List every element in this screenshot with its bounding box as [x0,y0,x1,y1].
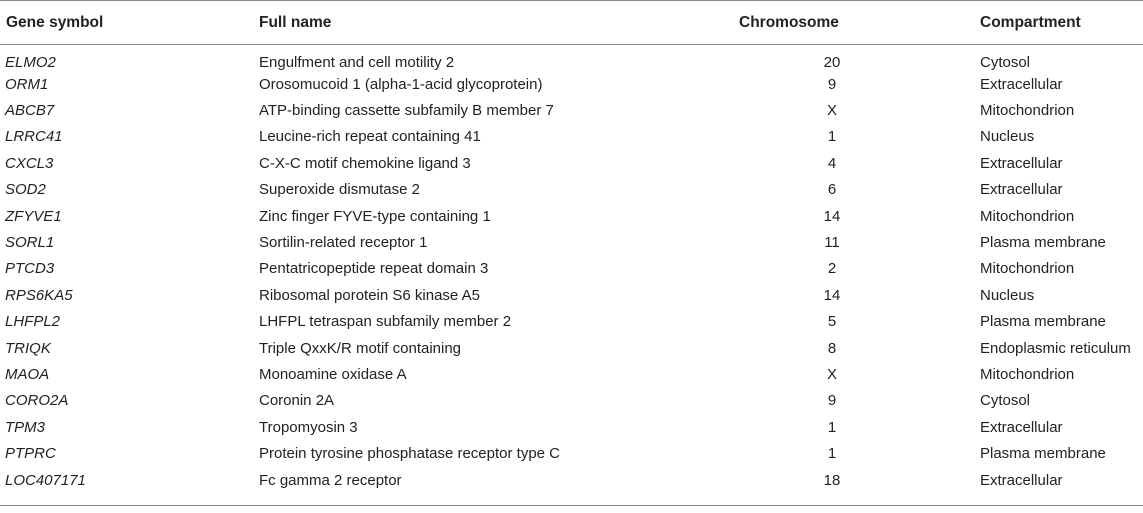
cell-gene-symbol: ELMO2 [5,54,56,71]
header-gene-symbol: Gene symbol [0,1,255,45]
header-compartment: Compartment [980,1,1143,45]
cell-chromosome: 18 [823,471,841,489]
table-header [0,1,1143,45]
cell-chromosome: 9 [827,392,837,410]
cell-gene-symbol: TPM3 [5,418,46,436]
table-body [0,45,1143,494]
table-row [0,256,1143,282]
cell-chromosome: 2 [827,260,837,278]
table-row [0,309,1143,335]
cell-compartment: Cytosol [980,392,1031,410]
cell-chromosome: 9 [827,75,837,93]
cell-full-name: Protein tyrosine phosphatase receptor type C [259,445,561,463]
header-row [0,1,1143,45]
cell-chromosome: 1 [827,418,837,436]
cell-gene-symbol: CORO2A [5,392,69,410]
cell-gene-symbol: MAOA [5,365,50,383]
cell-full-name: Fc gamma 2 receptor [259,471,402,489]
cell-compartment: Plasma membrane [980,234,1106,252]
cell-chromosome: X [826,102,837,120]
table-row [0,361,1143,387]
table-row [0,229,1143,255]
cell-chromosome: 14 [823,207,841,225]
cell-full-name: Orosomucoid 1 (alpha-1-acid glycoprotein) [259,75,543,93]
cell-compartment: Extracellular [980,75,1063,93]
cell-gene-symbol: LHFPL2 [5,313,61,331]
cell-gene-symbol: TRIQK [5,339,51,357]
cell-chromosome: 8 [827,339,837,357]
table-row [0,45,1143,72]
cell-chromosome: 14 [823,286,841,304]
cell-compartment: Nucleus [980,128,1035,146]
cell-chromosome: X [826,365,837,383]
cell-chromosome: 11 [824,234,840,252]
cell-gene-symbol: PTPRC [5,445,56,463]
cell-gene-symbol: RPS6KA5 [5,286,73,304]
cell-compartment: Mitochondrion [980,102,1075,120]
cell-compartment: Extracellular [980,471,1063,489]
cell-full-name: Pentatricopeptide repeat domain 3 [259,260,489,278]
cell-chromosome: 1 [827,128,837,146]
cell-full-name: Superoxide dismutase 2 [259,181,420,199]
cell-chromosome: 1 [827,445,837,463]
cell-full-name: Engulfment and cell motility 2 [259,54,455,71]
table-row [0,467,1143,493]
cell-gene-symbol: ZFYVE1 [5,207,62,225]
cell-gene-symbol: SORL1 [5,234,55,252]
cell-compartment: Plasma membrane [980,445,1106,463]
cell-compartment: Mitochondrion [980,260,1075,278]
cell-gene-symbol: SOD2 [5,181,46,199]
cell-full-name: Coronin 2A [259,392,335,410]
table-row [0,388,1143,414]
cell-gene-symbol: ABCB7 [5,102,55,120]
cell-compartment: Extracellular [980,418,1063,436]
cell-chromosome: 4 [827,154,837,172]
cell-gene-symbol: LRRC41 [5,128,63,146]
table-row [0,414,1143,440]
table-row [0,97,1143,123]
header-full-name: Full name [255,1,690,45]
table-row [0,440,1143,466]
table-bottom-rule [0,505,1143,506]
cell-full-name: ATP-binding cassette subfamily B member 7 [259,102,554,120]
cell-compartment: Cytosol [980,54,1031,71]
cell-full-name: Leucine-rich repeat containing 41 [259,128,481,146]
cell-chromosome: 20 [823,54,841,71]
cell-compartment: Plasma membrane [980,313,1106,331]
cell-chromosome: 6 [827,181,837,199]
table-row [0,124,1143,150]
cell-chromosome: 5 [827,313,837,331]
table-row [0,335,1143,361]
table-row [0,282,1143,308]
table-row [0,150,1143,176]
cell-gene-symbol: LOC407171 [5,471,86,489]
cell-full-name: LHFPL tetraspan subfamily member 2 [259,313,512,331]
cell-compartment: Extracellular [980,154,1063,172]
cell-full-name: Ribosomal porotein S6 kinase A5 [259,286,480,304]
cell-full-name: Triple QxxK/R motif containing [259,339,462,357]
header-chromosome: Chromosome [690,1,980,45]
cell-full-name: Sortilin-related receptor 1 [259,234,428,252]
cell-compartment: Endoplasmic reticulum [980,339,1131,357]
cell-compartment: Nucleus [980,286,1035,304]
cell-gene-symbol: ORM1 [5,75,49,93]
table-row [0,177,1143,203]
cell-full-name: Zinc finger FYVE-type containing 1 [259,207,491,225]
cell-compartment: Mitochondrion [980,207,1075,225]
table-row [0,71,1143,97]
cell-full-name: Tropomyosin 3 [259,418,358,436]
cell-full-name: C-X-C motif chemokine ligand 3 [259,154,471,172]
cell-compartment: Extracellular [980,181,1063,199]
cell-compartment: Mitochondrion [980,365,1075,383]
cell-gene-symbol: PTCD3 [5,260,55,278]
cell-full-name: Monoamine oxidase A [259,365,407,383]
table-row [0,203,1143,229]
cell-gene-symbol: CXCL3 [5,154,54,172]
